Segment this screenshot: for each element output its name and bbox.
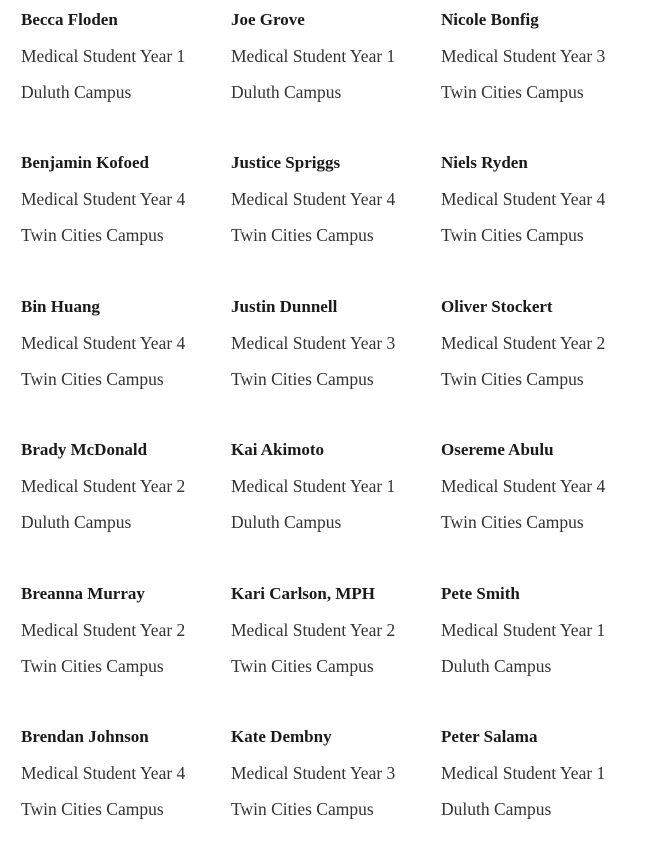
person-role: Medical Student Year 4 [21, 189, 186, 210]
person-card [21, 143, 231, 286]
person-campus: Twin Cities Campus [21, 798, 164, 819]
person-campus: Twin Cities Campus [21, 225, 164, 246]
person-role: Medical Student Year 3 [441, 46, 606, 66]
person-campus: Twin Cities Campus [231, 225, 374, 246]
person-campus: Twin Cities Campus [21, 368, 164, 389]
person-name: Benjamin Kofoed [21, 153, 149, 173]
person-name: Becca Floden [21, 10, 118, 29]
person-role: Medical Student Year 4 [21, 762, 186, 783]
person-name: Brady McDonald [21, 440, 148, 460]
person-campus: Twin Cities Campus [441, 368, 584, 389]
person-name: Osereme Abulu [441, 440, 554, 460]
person-campus: Twin Cities Campus [21, 655, 164, 676]
person-name: Nicole Bonfig [441, 10, 539, 29]
person-name: Breanna Murray [21, 583, 145, 603]
person-name: Joe Grove [231, 10, 305, 29]
person-card [231, 143, 441, 286]
person-role: Medical Student Year 4 [441, 189, 606, 210]
person-name: Kate Dembny [231, 726, 332, 746]
person-card [21, 430, 231, 573]
person-campus: Duluth Campus [231, 82, 342, 102]
person-role: Medical Student Year 4 [231, 189, 396, 210]
person-name: Justin Dunnell [231, 296, 338, 316]
person-name: Brendan Johnson [21, 726, 149, 746]
person-campus: Twin Cities Campus [231, 368, 374, 389]
person-card [21, 287, 231, 430]
person-campus: Duluth Campus [441, 798, 552, 819]
person-name: Niels Ryden [441, 153, 528, 173]
person-card [441, 717, 651, 860]
person-campus: Twin Cities Campus [231, 798, 374, 819]
person-role: Medical Student Year 4 [441, 476, 606, 497]
person-campus: Duluth Campus [441, 655, 552, 676]
person-card [441, 143, 651, 286]
person-campus: Twin Cities Campus [441, 512, 584, 533]
person-card [21, 574, 231, 717]
person-card [441, 430, 651, 573]
person-role: Medical Student Year 1 [441, 762, 606, 783]
person-card [231, 574, 441, 717]
person-name: Kari Carlson, MPH [231, 583, 376, 603]
person-campus: Twin Cities Campus [231, 655, 374, 676]
person-card [441, 287, 651, 430]
person-name: Bin Huang [21, 296, 100, 316]
person-role: Medical Student Year 2 [441, 332, 606, 353]
person-card [231, 0, 441, 143]
people-directory-grid [21, 0, 651, 860]
person-campus: Twin Cities Campus [441, 225, 584, 246]
person-role: Medical Student Year 3 [231, 762, 396, 783]
person-card [21, 717, 231, 860]
person-campus: Duluth Campus [231, 512, 342, 533]
person-role: Medical Student Year 4 [21, 332, 186, 353]
person-role: Medical Student Year 1 [231, 46, 396, 66]
person-campus: Duluth Campus [21, 512, 132, 533]
person-name: Pete Smith [441, 583, 520, 603]
person-campus: Duluth Campus [21, 82, 132, 102]
person-card [21, 0, 231, 143]
person-role: Medical Student Year 1 [231, 476, 396, 497]
person-card [441, 0, 651, 143]
person-role: Medical Student Year 2 [21, 476, 186, 497]
person-card [231, 430, 441, 573]
person-role: Medical Student Year 1 [21, 46, 186, 66]
person-name: Justice Spriggs [231, 153, 341, 173]
person-role: Medical Student Year 3 [231, 332, 396, 353]
person-card [441, 574, 651, 717]
person-role: Medical Student Year 1 [441, 619, 606, 640]
person-card [231, 287, 441, 430]
person-role: Medical Student Year 2 [231, 619, 396, 640]
person-name: Peter Salama [441, 726, 538, 746]
person-card [231, 717, 441, 860]
person-role: Medical Student Year 2 [21, 619, 186, 640]
person-name: Kai Akimoto [231, 440, 325, 460]
person-campus: Twin Cities Campus [441, 82, 584, 102]
person-name: Oliver Stockert [441, 296, 553, 316]
